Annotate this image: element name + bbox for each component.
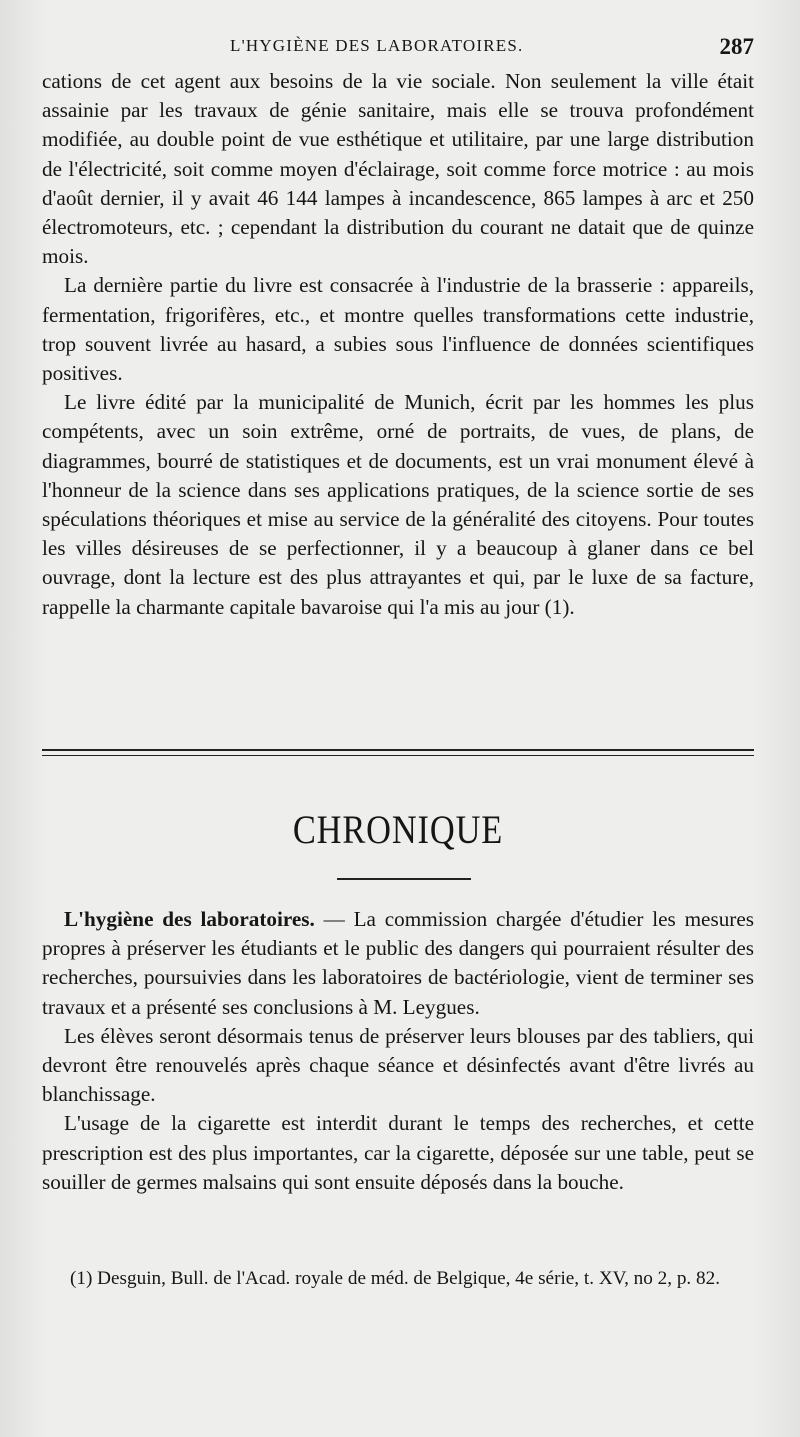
footnote (42, 1266, 754, 1292)
running-title: L'HYGIÈNE DES LABORATOIRES. (230, 36, 524, 55)
chronique-text (42, 905, 754, 1197)
footnote-text: (1) Desguin, Bull. de l'Acad. royale de méd. de Belgique, 4e série, t. XV, no 2, p. 82. (70, 1268, 721, 1289)
intro-text (42, 67, 754, 622)
intro-paragraph-3: Le livre édité par la municipalité de Munich, écrit par les hommes les plus compétents, avec un soin extrême, orné de portraits, de vues, de plans, de diagrammes, bourré de statistiques et de documents, est un vrai monument élevé à l'honneur de la science dans ses applications pratiques, de la science sortie de ses spéculations théoriques et mise au service de la généralité des citoyens. Pour toutes les villes désireuses de se perfectionner, il y a beaucoup à glaner dans ce bel ouvrage, dont la lecture est des plus attrayantes et qui, par le luxe de sa facture, rappelle la charmante capitale bavaroise qui l'a mis au jour (1). (42, 390, 754, 619)
section-divider (42, 749, 754, 756)
intro-paragraph-2: La dernière partie du livre est consacrée à l'industrie de la brasserie : appareils, fermentation, frigorifères, etc., et montre quelles transformations cette industrie, trop souvent livrée au hasard, a subies sous l'influence de données scientifiques positives. (42, 273, 754, 386)
chronique-paragraph-1 (42, 905, 754, 1022)
title-underline (337, 878, 471, 880)
running-head (42, 34, 754, 62)
paragraph-heading: L'hygiène des laboratoires. (64, 907, 315, 931)
section-title: CHRONIQUE (292, 807, 504, 852)
intro-paragraph-1: cations de cet agent aux besoins de la vie sociale. Non seulement la ville était assainie par les travaux de génie sanitaire, mais elle se trouva profondément modifiée, au double point de vue esthétique et utilitaire, par une large distribution de l'électricité, soit comme moyen d'éclairage, soit comme force motrice : au mois d'août dernier, il y avait 46 144 lampes à incandescence, 865 lampes à arc et 250 électromoteurs, etc. ; cependant la distribution du courant ne datait que de quinze mois. (42, 69, 754, 269)
chronique-paragraph-2: Les élèves seront désormais tenus de préserver leurs blouses par des tabliers, qui devront être renouvelés après chaque séance et désinfectés avant d'être livrés au blanchissage. (42, 1023, 754, 1107)
chronique-paragraph-3: L'usage de la cigarette est interdit durant le temps des recherches, et cette prescription est des plus importantes, car la cigarette, déposée sur une table, peut se souiller de germes malsains qui sont ensuite déposés dans la bouche. (42, 1111, 754, 1194)
paragraph-body: — La commission chargée d'étudier les mesures propres à préserver les étudiants et le public des dangers qui pourraient résulter des recherches, poursuivies dans les laboratoires de bactériologie, vient de terminer ses travaux et a présenté ses conclusions à M. Leygues. (42, 907, 754, 1019)
page-number: 287 (719, 34, 754, 59)
